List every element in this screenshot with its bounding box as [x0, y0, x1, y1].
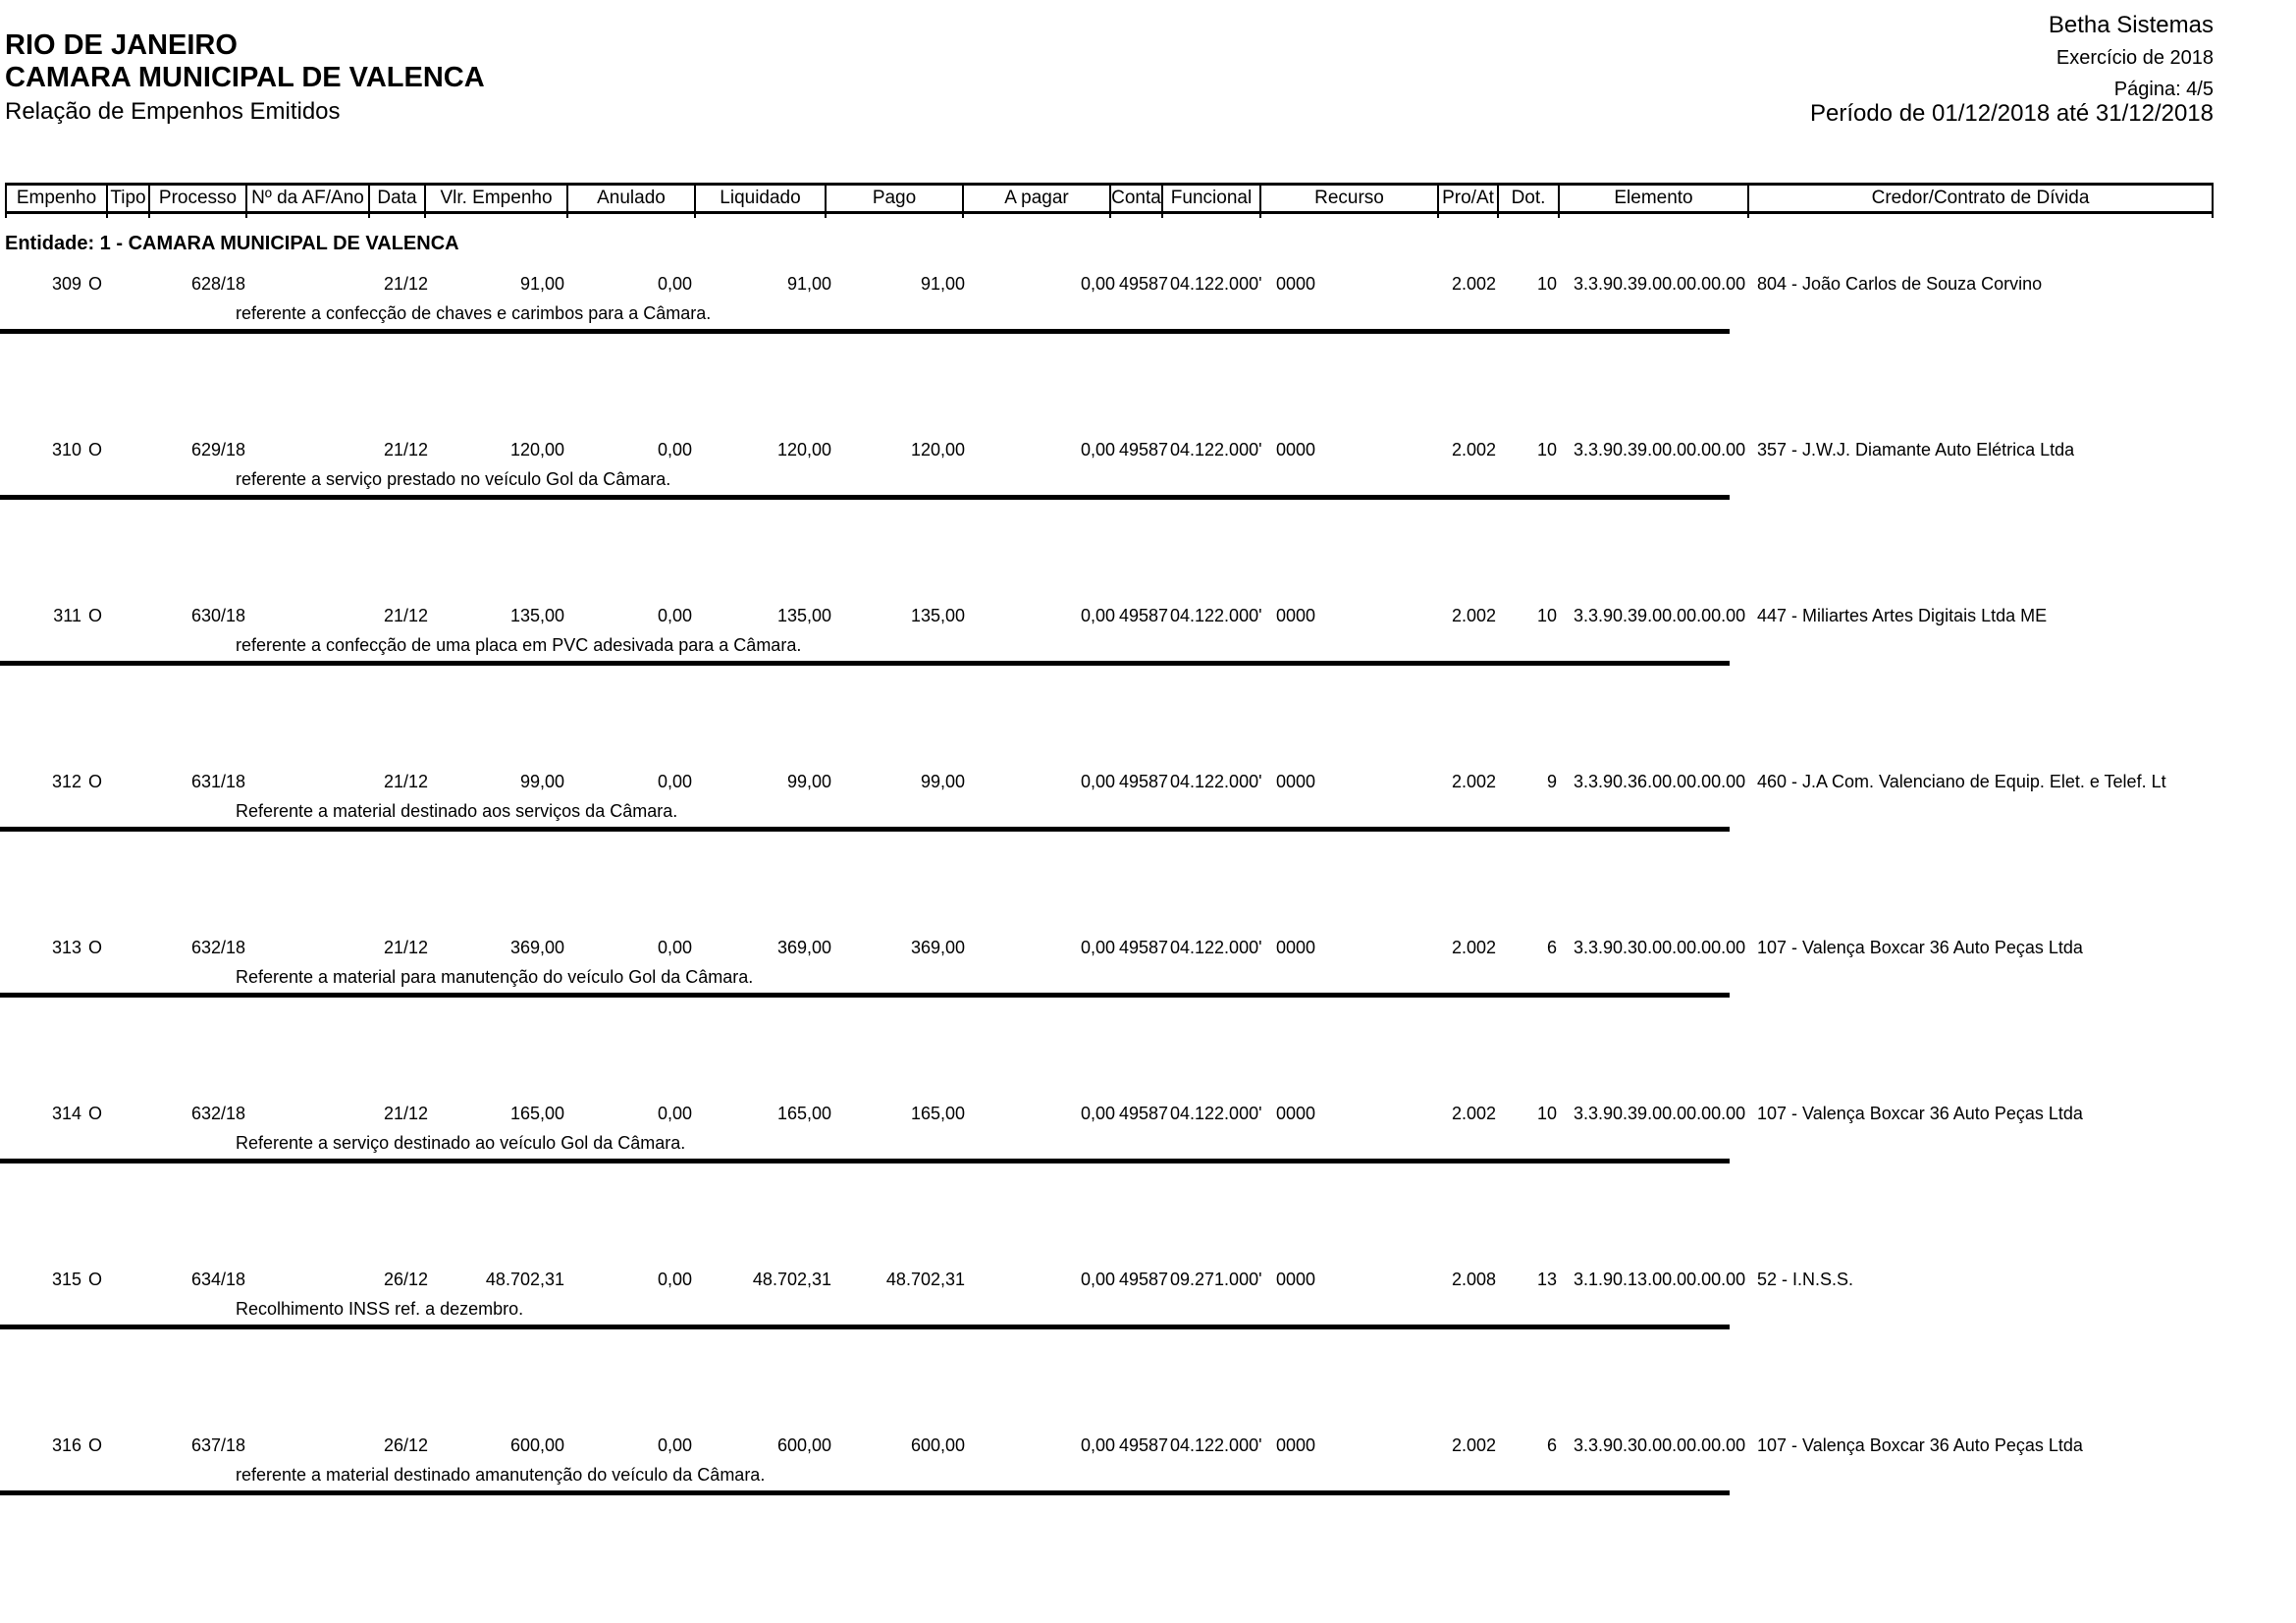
row-divider — [0, 1490, 1730, 1495]
liquidado-cell: 135,00 — [776, 606, 831, 625]
empenho-tipo: O — [87, 606, 102, 625]
pago-cell: 91,00 — [920, 274, 965, 294]
elemento-cell: 3.3.90.39.00.00.00.00 — [1574, 440, 1746, 460]
empenho-tipo-cell — [0, 1434, 102, 1456]
pago-cell: 120,00 — [910, 440, 965, 460]
liquidado-cell: 91,00 — [786, 274, 831, 294]
report-title: Relação de Empenhos Emitidos — [5, 98, 341, 125]
column-tick — [370, 211, 426, 218]
pro-at-cell: 2.002 — [1451, 1435, 1496, 1455]
table-row — [0, 1434, 2296, 1600]
column-header: Data — [370, 186, 426, 211]
empenho-tipo: O — [87, 1104, 102, 1123]
funcional-cell: 04.122.000' — [1170, 440, 1262, 460]
empenho-number: 312 — [51, 772, 81, 791]
pago-cell: 135,00 — [910, 606, 965, 625]
column-tick — [426, 211, 568, 218]
anulado-cell: 0,00 — [657, 1104, 692, 1123]
column-header: Liquidado — [696, 186, 827, 211]
recurso-cell: 0000 — [1276, 440, 1316, 460]
software-vendor: Betha Sistemas — [2048, 12, 2214, 38]
pro-at-cell: 2.002 — [1451, 606, 1496, 625]
dot-cell: 10 — [1536, 274, 1557, 294]
historico-text: referente a material destinado amanutenção do veículo da Câmara. — [236, 1465, 766, 1485]
recurso-cell: 0000 — [1276, 1435, 1316, 1455]
column-tick — [1439, 211, 1499, 218]
pro-at-cell: 2.002 — [1451, 772, 1496, 791]
a-pagar-cell: 0,00 — [1080, 772, 1115, 791]
row-divider — [0, 329, 1730, 334]
vlr-empenho-cell: 99,00 — [519, 772, 564, 791]
funcional-cell: 04.122.000' — [1170, 938, 1262, 957]
column-header: Conta — [1111, 186, 1163, 211]
funcional-cell: 04.122.000' — [1170, 274, 1262, 294]
column-tick — [5, 211, 108, 218]
elemento-cell: 3.3.90.39.00.00.00.00 — [1574, 1104, 1746, 1123]
empenho-number: 314 — [51, 1104, 81, 1123]
row-divider — [0, 827, 1730, 832]
empenho-tipo: O — [87, 1435, 102, 1455]
conta-cell: 49587 — [1119, 1435, 1169, 1455]
table-row — [0, 937, 2296, 1103]
row-divider — [0, 1159, 1730, 1163]
a-pagar-cell: 0,00 — [1080, 274, 1115, 294]
anulado-cell: 0,00 — [657, 606, 692, 625]
dot-cell: 10 — [1536, 440, 1557, 460]
exercise-label: Exercício de 2018 — [2056, 47, 2214, 69]
credor-cell: 107 - Valença Boxcar 36 Auto Peças Ltda — [1757, 1104, 2083, 1123]
pago-cell: 369,00 — [910, 938, 965, 957]
column-tick — [150, 211, 247, 218]
column-tick — [1261, 211, 1439, 218]
empenho-tipo: O — [87, 772, 102, 791]
empenho-tipo-cell — [0, 605, 102, 626]
column-ticks — [5, 211, 2214, 218]
empenho-tipo: O — [87, 440, 102, 460]
period-label: Período de 01/12/2018 até 31/12/2018 — [1809, 100, 2214, 127]
funcional-cell: 04.122.000' — [1170, 1435, 1262, 1455]
empenho-tipo-cell — [0, 273, 102, 295]
column-header: Vlr. Empenho — [426, 186, 568, 211]
pro-at-cell: 2.002 — [1451, 938, 1496, 957]
liquidado-cell: 369,00 — [776, 938, 831, 957]
pro-at-cell: 2.008 — [1451, 1270, 1496, 1289]
column-header: Tipo — [108, 186, 150, 211]
table-row — [0, 1103, 2296, 1269]
recurso-cell: 0000 — [1276, 274, 1316, 294]
table-row — [0, 1269, 2296, 1434]
recurso-cell: 0000 — [1276, 938, 1316, 957]
table-row — [0, 439, 2296, 605]
credor-cell: 357 - J.W.J. Diamante Auto Elétrica Ltda — [1757, 440, 2075, 460]
anulado-cell: 0,00 — [657, 1435, 692, 1455]
table-row — [0, 771, 2296, 937]
historico-text: Referente a serviço destinado ao veículo Gol da Câmara. — [236, 1133, 686, 1153]
historico-text: Referente a material para manutenção do veículo Gol da Câmara. — [236, 967, 754, 987]
liquidado-cell: 600,00 — [776, 1435, 831, 1455]
empenho-number: 309 — [51, 274, 81, 294]
column-header: Pro/At — [1439, 186, 1499, 211]
records-list — [0, 273, 2296, 1600]
column-header: Empenho — [5, 186, 108, 211]
recurso-cell: 0000 — [1276, 772, 1316, 791]
credor-cell: 52 - I.N.S.S. — [1757, 1270, 1854, 1289]
vlr-empenho-cell: 600,00 — [509, 1435, 564, 1455]
processo-cell: 634/18 — [190, 1270, 245, 1289]
column-tick — [1560, 211, 1749, 218]
empenho-number: 311 — [53, 606, 81, 625]
conta-cell: 49587 — [1119, 1104, 1169, 1123]
table-row — [0, 273, 2296, 439]
conta-cell: 49587 — [1119, 772, 1169, 791]
elemento-cell: 3.3.90.30.00.00.00.00 — [1574, 1435, 1746, 1455]
page-number: Página: 4/5 — [2113, 79, 2214, 100]
anulado-cell: 0,00 — [657, 1270, 692, 1289]
column-header: Elemento — [1560, 186, 1749, 211]
anulado-cell: 0,00 — [657, 938, 692, 957]
vlr-empenho-cell: 135,00 — [509, 606, 564, 625]
processo-cell: 628/18 — [190, 274, 245, 294]
empenho-tipo: O — [87, 274, 102, 294]
funcional-cell: 04.122.000' — [1170, 1104, 1262, 1123]
column-header: Recurso — [1261, 186, 1439, 211]
processo-cell: 637/18 — [190, 1435, 245, 1455]
dot-cell: 10 — [1536, 1104, 1557, 1123]
liquidado-cell: 165,00 — [776, 1104, 831, 1123]
pago-cell: 600,00 — [910, 1435, 965, 1455]
dot-cell: 13 — [1536, 1270, 1557, 1289]
processo-cell: 630/18 — [190, 606, 245, 625]
entity-header: Entidade: 1 - CAMARA MUNICIPAL DE VALENCA — [5, 233, 459, 254]
recurso-cell: 0000 — [1276, 606, 1316, 625]
vlr-empenho-cell: 48.702,31 — [485, 1270, 564, 1289]
historico-text: referente a confecção de chaves e carimbos para a Câmara. — [236, 303, 712, 323]
column-tick — [108, 211, 150, 218]
historico-text: Recolhimento INSS ref. a dezembro. — [236, 1299, 524, 1319]
a-pagar-cell: 0,00 — [1080, 938, 1115, 957]
historico-text: referente a serviço prestado no veículo Gol da Câmara. — [236, 469, 671, 489]
empenho-number: 310 — [51, 440, 81, 460]
vlr-empenho-cell: 165,00 — [509, 1104, 564, 1123]
processo-cell: 632/18 — [190, 938, 245, 957]
credor-cell: 107 - Valença Boxcar 36 Auto Peças Ltda — [1757, 1435, 2083, 1455]
dot-cell: 6 — [1546, 1435, 1557, 1455]
column-tick — [1499, 211, 1560, 218]
data-cell: 21/12 — [383, 772, 428, 791]
funcional-cell: 04.122.000' — [1170, 772, 1262, 791]
column-tick — [247, 211, 370, 218]
column-header: Nº da AF/Ano — [247, 186, 370, 211]
processo-cell: 631/18 — [190, 772, 245, 791]
pro-at-cell: 2.002 — [1451, 1104, 1496, 1123]
empenho-number: 316 — [51, 1435, 81, 1455]
empenho-tipo-cell — [0, 1103, 102, 1124]
data-cell: 21/12 — [383, 440, 428, 460]
credor-cell: 447 - Miliartes Artes Digitais Ltda ME — [1757, 606, 2048, 625]
elemento-cell: 3.3.90.39.00.00.00.00 — [1574, 274, 1746, 294]
pago-cell: 48.702,31 — [885, 1270, 965, 1289]
data-cell: 21/12 — [383, 938, 428, 957]
table-row — [0, 605, 2296, 771]
conta-cell: 49587 — [1119, 440, 1169, 460]
a-pagar-cell: 0,00 — [1080, 1435, 1115, 1455]
column-tick — [827, 211, 964, 218]
elemento-cell: 3.1.90.13.00.00.00.00 — [1574, 1270, 1746, 1289]
column-header: Pago — [827, 186, 964, 211]
empenho-number: 313 — [51, 938, 81, 957]
elemento-cell: 3.3.90.39.00.00.00.00 — [1574, 606, 1746, 625]
dot-cell: 6 — [1546, 938, 1557, 957]
data-cell: 21/12 — [383, 1104, 428, 1123]
row-divider — [0, 661, 1730, 666]
anulado-cell: 0,00 — [657, 274, 692, 294]
conta-cell: 49587 — [1119, 938, 1169, 957]
column-header: Dot. — [1499, 186, 1560, 211]
processo-cell: 629/18 — [190, 440, 245, 460]
empenho-tipo: O — [87, 938, 102, 957]
column-header: Anulado — [568, 186, 696, 211]
a-pagar-cell: 0,00 — [1080, 440, 1115, 460]
empenho-tipo: O — [87, 1270, 102, 1289]
dot-cell: 9 — [1546, 772, 1557, 791]
data-cell: 21/12 — [383, 274, 428, 294]
empenho-tipo-cell — [0, 1269, 102, 1290]
credor-cell: 107 - Valença Boxcar 36 Auto Peças Ltda — [1757, 938, 2083, 957]
a-pagar-cell: 0,00 — [1080, 606, 1115, 625]
anulado-cell: 0,00 — [657, 772, 692, 791]
pro-at-cell: 2.002 — [1451, 440, 1496, 460]
row-divider — [0, 1325, 1730, 1329]
pro-at-cell: 2.002 — [1451, 274, 1496, 294]
empenho-number: 315 — [51, 1270, 81, 1289]
credor-cell: 460 - J.A Com. Valenciano de Equip. Elet. e Telef. Lt — [1757, 772, 2166, 791]
column-header: Credor/Contrato de Dívida — [1749, 186, 2214, 211]
historico-text: referente a confecção de uma placa em PVC adesivada para a Câmara. — [236, 635, 802, 655]
column-tick — [1111, 211, 1163, 218]
liquidado-cell: 120,00 — [776, 440, 831, 460]
column-tick — [696, 211, 827, 218]
conta-cell: 49587 — [1119, 606, 1169, 625]
data-cell: 21/12 — [383, 606, 428, 625]
column-header: Funcional — [1163, 186, 1261, 211]
liquidado-cell: 48.702,31 — [752, 1270, 831, 1289]
a-pagar-cell: 0,00 — [1080, 1104, 1115, 1123]
column-tick — [1163, 211, 1261, 218]
dot-cell: 10 — [1536, 606, 1557, 625]
funcional-cell: 04.122.000' — [1170, 606, 1262, 625]
empenho-tipo-cell — [0, 771, 102, 792]
recurso-cell: 0000 — [1276, 1104, 1316, 1123]
liquidado-cell: 99,00 — [786, 772, 831, 791]
processo-cell: 632/18 — [190, 1104, 245, 1123]
data-cell: 26/12 — [383, 1270, 428, 1289]
table-header-row — [5, 183, 2214, 214]
credor-cell: 804 - João Carlos de Souza Corvino — [1757, 274, 2043, 294]
funcional-cell: 09.271.000' — [1170, 1270, 1262, 1289]
empenho-tipo-cell — [0, 439, 102, 460]
column-tick — [568, 211, 696, 218]
elemento-cell: 3.3.90.36.00.00.00.00 — [1574, 772, 1746, 791]
conta-cell: 49587 — [1119, 274, 1169, 294]
anulado-cell: 0,00 — [657, 440, 692, 460]
row-divider — [0, 495, 1730, 500]
pago-cell: 99,00 — [920, 772, 965, 791]
vlr-empenho-cell: 120,00 — [509, 440, 564, 460]
row-divider — [0, 993, 1730, 998]
recurso-cell: 0000 — [1276, 1270, 1316, 1289]
elemento-cell: 3.3.90.30.00.00.00.00 — [1574, 938, 1746, 957]
column-tick — [1749, 211, 2214, 218]
conta-cell: 49587 — [1119, 1270, 1169, 1289]
vlr-empenho-cell: 91,00 — [519, 274, 564, 294]
a-pagar-cell: 0,00 — [1080, 1270, 1115, 1289]
pago-cell: 165,00 — [910, 1104, 965, 1123]
state-name: RIO DE JANEIRO — [5, 29, 238, 61]
column-header: A pagar — [964, 186, 1111, 211]
data-cell: 26/12 — [383, 1435, 428, 1455]
column-header: Processo — [150, 186, 247, 211]
vlr-empenho-cell: 369,00 — [509, 938, 564, 957]
column-tick — [964, 211, 1111, 218]
historico-text: Referente a material destinado aos serviços da Câmara. — [236, 801, 678, 821]
entity-name: CAMARA MUNICIPAL DE VALENCA — [5, 62, 485, 93]
empenho-tipo-cell — [0, 937, 102, 958]
